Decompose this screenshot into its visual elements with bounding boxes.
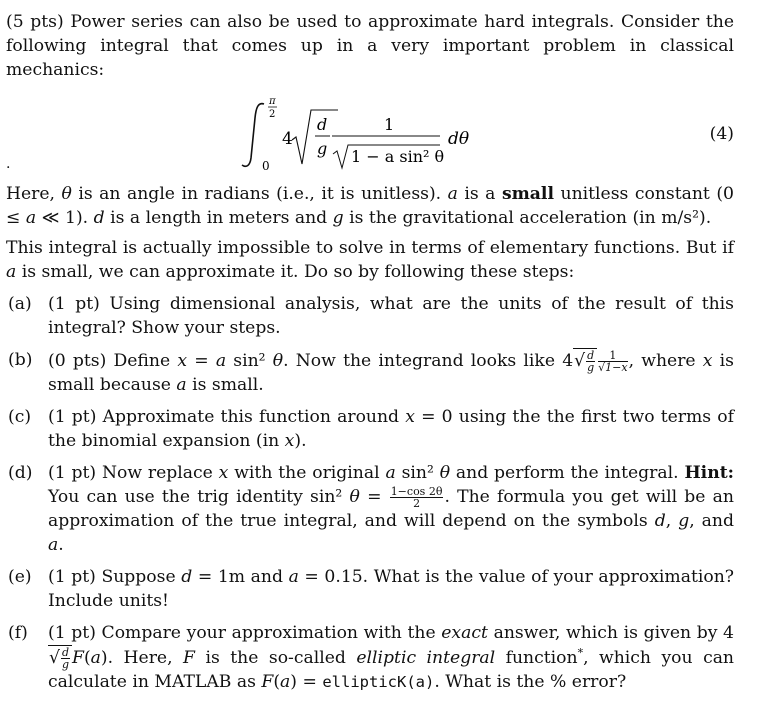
part-text: [48, 565, 734, 613]
bold-small: small: [501, 184, 554, 204]
differential: dθ: [448, 129, 470, 149]
text: . What is the % error?: [434, 672, 627, 692]
frac-num: 1: [384, 115, 395, 134]
text: Here,: [6, 184, 62, 204]
text: ≪ 1).: [36, 208, 94, 228]
text: =: [187, 351, 216, 371]
text: ) =: [290, 672, 323, 692]
var-F: F: [183, 648, 195, 668]
frac-den: 1 − a sin² θ: [351, 147, 445, 166]
part-text: [48, 405, 734, 453]
var-d: d: [654, 511, 666, 531]
paragraph-definitions: [6, 182, 734, 230]
lower-limit: 0: [262, 159, 270, 173]
part-text: [48, 461, 734, 557]
text: = 1m and: [192, 567, 289, 587]
paragraph-instructions: [6, 236, 734, 284]
text: This integral is actually impossible to solve in terms of elementary functions. But if: [6, 238, 734, 258]
var-a: a: [215, 351, 227, 371]
var-a: a: [447, 184, 458, 204]
text: = 0 using the the first two terms of the binomial expansion (in: [48, 407, 734, 451]
text: function: [495, 648, 578, 668]
inline-fraction: [586, 350, 595, 373]
equation-number: (4): [709, 124, 734, 144]
text: answer, which is given by 4: [487, 623, 734, 643]
text: You can use the trig identity sin²: [48, 487, 350, 507]
text: (1 pt) Suppose: [48, 567, 182, 587]
text: . Now the integrand looks like 4: [283, 351, 574, 371]
inline-sqrt: √ $\frac{d}{g}$: [573, 348, 597, 373]
part-text: [48, 348, 734, 397]
text: is a: [457, 184, 502, 204]
stray-dot: .: [6, 156, 11, 172]
text: is small, we can approximate it. Do so by following these steps:: [16, 262, 575, 282]
integral-equation: [232, 92, 492, 176]
var-a: a: [288, 567, 299, 587]
text: ,: [665, 511, 679, 531]
text: is the so-called: [194, 648, 357, 668]
text: sin²: [395, 463, 440, 483]
frac-num: d: [61, 646, 69, 659]
var-a: a: [385, 463, 396, 483]
inline-fraction: [390, 486, 444, 509]
part-text: (1 pt) Using dimensional analysis, what are the units of the result of this integral? Show your steps.: [48, 294, 734, 338]
text: , and: [689, 511, 734, 531]
frac-den: g: [61, 658, 69, 671]
text: is small because: [48, 351, 734, 395]
text: ).: [294, 431, 307, 451]
sqrt-den: g: [317, 139, 328, 158]
inline-fraction: [61, 647, 70, 670]
part-text: [48, 621, 734, 694]
text: , where: [628, 351, 703, 371]
var-x: x: [177, 351, 188, 371]
hint-label: Hint:: [684, 463, 734, 483]
var-a: a: [48, 535, 59, 555]
var-F: F: [72, 648, 84, 668]
part-tag: (e): [8, 567, 32, 587]
text: (: [273, 672, 281, 692]
var-g: g: [332, 208, 344, 228]
part-tag: (c): [8, 407, 32, 427]
text: = 0.15. What is the value of your approximation? Include units!: [48, 567, 734, 611]
frac-den: 2: [413, 497, 421, 510]
document-page: [6, 10, 734, 702]
question-parts: [6, 292, 734, 694]
intro-text: Power series can also be used to approximate hard integrals. Consider the following integral that comes up in a very important problem in classical mechanics:: [6, 12, 734, 80]
part-a: [6, 292, 734, 340]
frac-den: √1−x: [598, 361, 628, 374]
emphasis-exact: exact: [441, 623, 488, 643]
text: .: [58, 535, 64, 555]
var-theta: θ: [272, 351, 284, 371]
var-g: g: [678, 511, 690, 531]
text: is an angle in radians (i.e., it is unitless).: [71, 184, 448, 204]
text: sin²: [226, 351, 273, 371]
part-b: [6, 348, 734, 397]
emphasis-elliptic: elliptic integral: [356, 648, 496, 668]
text: unitless constant (0 ≤: [6, 184, 734, 228]
var-x: x: [405, 407, 415, 427]
frac-num: 1−cos 2θ: [390, 485, 443, 498]
var-d: d: [93, 208, 105, 228]
text: (1 pt) Compare your approximation with the: [48, 623, 442, 643]
text: is the gravitational acceleration (in m/s²).: [343, 208, 712, 228]
frac-den: g: [587, 361, 595, 374]
text: , which you can calculate in MATLAB as: [48, 648, 735, 692]
inline-fraction: [598, 350, 627, 373]
text: (0 pts) Define: [48, 351, 178, 371]
var-F: F: [261, 672, 274, 692]
var-a: a: [176, 375, 187, 395]
text: =: [359, 487, 389, 507]
integral-sign: [242, 104, 264, 167]
part-e: [6, 565, 734, 613]
part-tag: (f): [8, 623, 28, 643]
sqrt-num: d: [317, 115, 328, 134]
outer-radical: [292, 110, 338, 164]
var-x: x: [284, 431, 295, 451]
frac-num: 1: [598, 350, 627, 362]
text: is a length in meters and: [104, 208, 333, 228]
text: with the original: [228, 463, 386, 483]
upper-limit-den: 2: [269, 109, 276, 120]
code-ellipticK: ellipticK(a): [322, 673, 435, 691]
var-theta: θ: [349, 487, 360, 507]
text: ). Here,: [100, 648, 184, 668]
part-tag: (d): [8, 463, 33, 483]
part-c: [6, 405, 734, 453]
var-x: x: [218, 463, 229, 483]
var-x: x: [702, 351, 713, 371]
var-a: a: [6, 262, 17, 282]
inline-sqrt: √ $\frac{d}{g}$: [48, 645, 72, 670]
coefficient: 4: [282, 129, 293, 149]
var-a: a: [25, 208, 37, 228]
text: (1 pt) Approximate this function around: [48, 407, 406, 427]
var-theta: θ: [61, 184, 72, 204]
text: (1 pt) Now replace: [48, 463, 219, 483]
footnote-star: *: [577, 646, 584, 660]
frac-num: d: [587, 349, 595, 362]
part-f: [6, 621, 734, 694]
intro-paragraph: [6, 10, 734, 82]
equation-4: [6, 92, 734, 176]
text: . The formula you get will be an approximation of the true integral, and will depend on the symbols: [48, 487, 734, 531]
text: (: [83, 648, 91, 668]
part-tag: (a): [8, 294, 32, 314]
var-theta: θ: [439, 463, 451, 483]
var-a: a: [90, 648, 101, 668]
text: and perform the integral.: [450, 463, 685, 483]
part-d: [6, 461, 734, 557]
var-d: d: [181, 567, 193, 587]
var-a: a: [280, 672, 291, 692]
upper-limit-num: π: [269, 96, 276, 107]
intro-points: (5 pts): [6, 12, 64, 32]
text: is small.: [186, 375, 264, 395]
part-tag: (b): [8, 350, 33, 370]
